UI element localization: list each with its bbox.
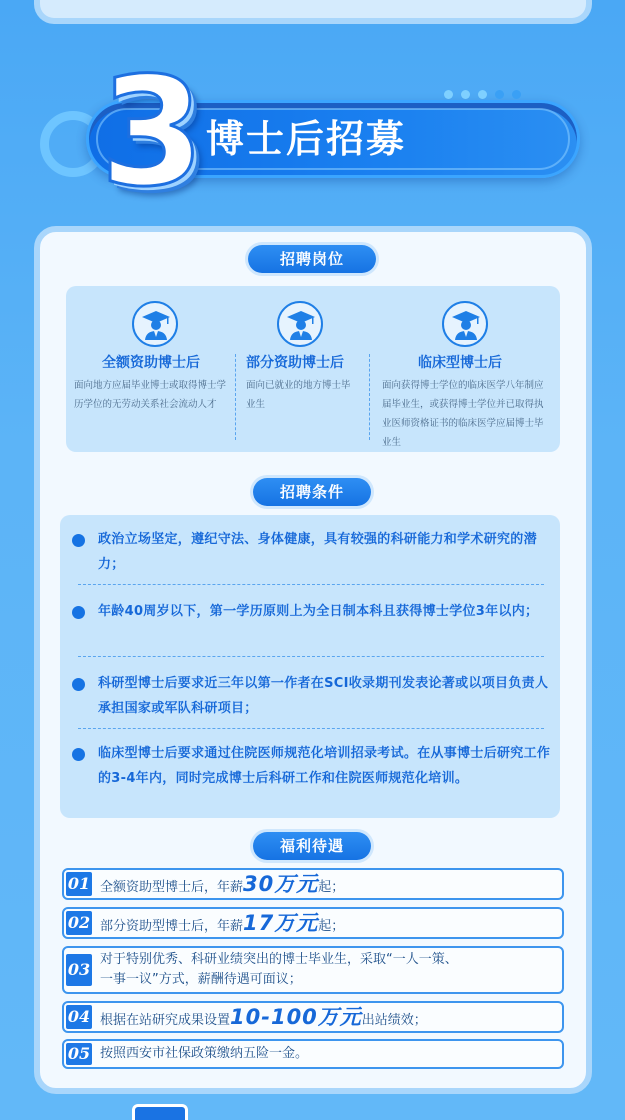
conditions-box [60,515,560,818]
section-title: 博士后招募 [206,117,407,161]
benefit-highlight: 10-100万元 [230,1005,362,1029]
benefit-number: 03 [66,954,92,986]
positions-heading: 招聘岗位 [248,245,376,273]
condition-item: 年龄40周岁以下，第一学历原则上为全日制本科且获得博士学位3年以内； [70,599,550,659]
bullet-icon [72,606,85,619]
benefit-item: 03 对于特别优秀、科研业绩突出的博士毕业生，采取“一人一策、 一事一议”方式，薪酬待遇可面议； [62,946,564,994]
position-title: 临床型博士后 [418,355,502,371]
benefit-number: 05 [67,1044,91,1063]
section-header [0,48,625,218]
benefit-item: 05 按照西安市社保政策缴纳五险一金。 [62,1039,564,1069]
bullet-icon [72,678,85,691]
graduate-icon [277,301,323,347]
condition-item: 临床型博士后要求通过住院医师规范化培训招录考试。在从事博士后研究工作的3-4年内，同时完成博士后科研工作和住院医师规范化培训。 [70,741,550,821]
benefit-number: 02 [66,911,92,935]
benefits-heading: 福利待遇 [253,832,371,860]
position-item [66,286,236,452]
condition-item: 科研型博士后要求近三年以第一作者在SCI收录期刊发表论著或以项目负责人承担国家或军队科研项目； [70,671,550,731]
conditions-heading: 招聘条件 [253,478,371,506]
position-item [236,286,368,452]
benefit-item: 01 全额资助型博士后，年薪30万元起； [62,868,564,900]
position-title: 全额资助博士后 [102,355,200,371]
benefit-number: 01 [66,872,92,896]
position-desc: 面向获得博士学位的临床医学八年制应届毕业生，或获得博士学位并已取得执业医师资格证书的临床医学应届博士毕业生 [382,380,544,448]
position-desc: 面向已就业的地方博士毕业生 [246,380,351,410]
benefit-highlight: 17万元 [243,911,319,935]
graduate-icon [132,301,178,347]
bullet-icon [72,748,85,761]
previous-section-card [34,0,592,24]
benefit-item: 04 根据在站研究成果设置10-100万元出站绩效； [62,1001,564,1033]
benefit-number: 04 [66,1005,92,1029]
position-item [370,286,560,452]
bullet-icon [72,534,85,547]
benefit-highlight: 30万元 [243,872,319,896]
decorative-dots-icon [444,90,521,99]
section-number: 3 [100,46,205,220]
next-section-badge [132,1104,188,1120]
benefit-item: 02 部分资助型博士后，年薪17万元起； [62,907,564,939]
position-desc: 面向地方应届毕业博士或取得博士学历学位的无劳动关系社会流动人才 [74,380,227,410]
condition-item: 政治立场坚定，遵纪守法、身体健康，具有较强的科研能力和学术研究的潜力； [70,527,550,587]
positions-box [66,286,560,452]
graduate-icon [442,301,488,347]
position-title: 部分资助博士后 [246,355,344,371]
